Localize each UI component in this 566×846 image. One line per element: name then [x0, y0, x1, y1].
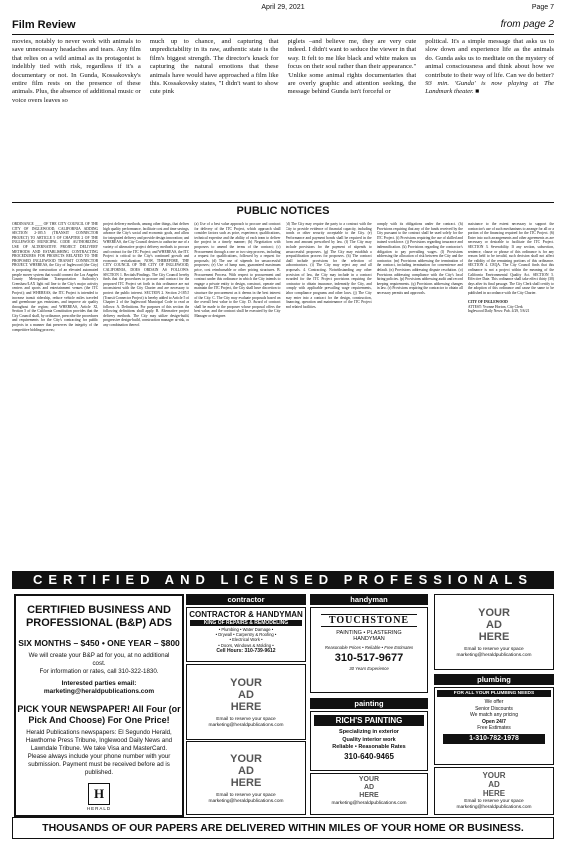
category-plumbing: plumbing	[434, 674, 554, 685]
your-ad-box-3	[186, 741, 306, 815]
your-ad-line1: YOUR	[230, 753, 262, 765]
legal-column-1: ORDINANCE ____ OF THE CITY COUNCIL OF THE CITY OF INGLEWOOD, CALIFORNIA ADDING SECTION 2-185.5 (TRANSIT CONNECTOR PROJECT) TO ARTICLE 5 OF CHAPTER 2 OF THE INGLEWOOD MUNICIPAL CODE AUTHORIZING USE OF ALTERNATIVE PROJECT DELIVERY METHODS AND ESTABLISHING CONTRACTING PROCEDURES FOR PROJECTS RELATED TO THE PROPOSED INGLEWOOD TRANSIT CONNECTOR PROJECT. WHEREAS, the City of Inglewood (the City) is proposing the construction of an elevated automated people mover system that would connect the Los Angeles County Metropolitan Transportation Authority's Crenshaw/LAX light rail line to the City's major activity centers and sports and entertainment venues (the ITC Project); and WHEREAS, the ITC Project is intended to increase transit ridership, reduce vehicle miles traveled and greenhouse gas emissions, and improve air quality throughout the region; and WHEREAS, Article XI, Section 5 of the California Constitution provides that the City Council shall, by ordinance, prescribe the procedures and requirements for the City's contracting for public projects in a manner that preserves the integrity of the competitive bidding process;	[12, 222, 99, 332]
your-ad-email-line1: Email to reserve your space	[464, 799, 524, 804]
review-column-1: movies, notably to never work with animals to save unnecessary headaches and tears. Any film that relies on a wild animal as its protagonist is indelibly tied with risk, regardless if it's a documentary or not. In Gunda, Kossakovsky's entire film rests on the presence of these animals. Plus, the absence of additional music or voice overs leaves so	[12, 38, 141, 104]
your-ad-line3: HERE	[482, 789, 506, 798]
certified-ad-email[interactable]: marketing@heraldpublications.com	[43, 688, 155, 695]
touchstone-name: TOUCHSTONE	[321, 614, 417, 627]
classifieds-banner: CERTIFIED AND LICENSED PROFESSIONALS	[12, 571, 554, 589]
your-ad-line1: YOUR	[358, 776, 380, 783]
your-ad-box-1	[434, 594, 554, 670]
review-column-3: piglets –and believe me, they are very cute indeed. I didn't want to seduce the viewer in that way. It felt to me like black and white makes us focus on their soul rather than their appearance." 'Unlike some animal rights documentaries that are overly graphic and attention seeking, the message behind Gunda isn't forceful or	[287, 38, 417, 96]
richs-line3: Reliable • Reasonable Rates	[332, 744, 406, 750]
legal-column-5: comply with its obligations under the contract. (h) Provisions requiring that any of the funds received by the City pursuant to the contract shall be used solely for the ITC Project. (i) Provisions requiring the use of skilled and trained workforce. (j) Provisions regarding insurance and indemnification. (k) Provisions regarding the contractor's obligation to pay prevailing wages. (l) Provisions addressing the allocation of risk between the City and the contractor. (m) Provisions addressing the termination of the contract, including termination for convenience and default. (n) Provisions addressing dispute resolution. (o) Provisions addressing compliance with the City's local hiring policies. (p) Provisions addressing audit and record keeping requirements. (q) Provisions addressing changes in law. (r) Provisions requiring the contractor to obtain all necessary permits and approvals.	[376, 222, 463, 295]
your-ad-line1: YOUR	[482, 771, 506, 780]
legal-column-6	[468, 222, 554, 562]
plumbing-head: FOR ALL YOUR PLUMBING NEEDS	[437, 690, 551, 697]
herald-logo-icon: H	[88, 783, 110, 805]
category-handyman: handyman	[310, 594, 428, 605]
plumbing-line1: We offer	[484, 699, 504, 705]
plumbing-line2: Senior Discounts	[475, 705, 513, 712]
plumbing-ad	[434, 687, 554, 765]
plumbing-line4: Open 24/7	[482, 718, 506, 725]
delivery-footer: THOUSANDS OF OUR PAPERS ARE DELIVERED WITHIN MILES OF YOUR HOME OR BUSINESS.	[12, 817, 554, 839]
certified-ad-line1: We will create your B&P ad for you, at no additional cost.	[28, 652, 170, 667]
contractor-ad-line2: • Drywall • Carpentry & Roofing •	[215, 632, 277, 638]
richs-painting-ad	[310, 711, 428, 771]
your-ad-line2: AD	[238, 765, 254, 777]
your-ad-email-line1: Email to reserve your space	[216, 717, 276, 722]
touchstone-services: PAINTING • PLASTERING	[336, 630, 402, 636]
touchstone-handyman: HANDYMAN	[353, 636, 385, 642]
legal-column-4: (d) The City may require the party to a contract with the City to provide evidence of financial capacity, including bonds or other security acceptable to the City. (e) Performance and payment bonds shall be required in the form and amount prescribed by law. (f) The City may include provisions for the payment of stipends to unsuccessful proposers. (g) The City may establish a prequalification process for proposers. (h) The contract shall include provisions for the selection of subcontractors. (i) The City may reject any and all proposals. 4. Contracting. Notwithstanding any other provision of law, the City may include in a contract awarded for the ITC Project provisions requiring the contractor to obtain insurance, indemnify the City, and comply with applicable prevailing wage requirements, labor compliance programs and other laws. (j) The City may enter into a contract for the design, construction, financing, operation and maintenance of the ITC Project and related facilities.	[285, 222, 372, 309]
legal-column-3: (a) Use of a best value approach to procure and contract for delivery of the ITC Project, which approach shall consider factors such as price, experience, qualifications, technical expertise and the ability of each team to deliver the project in a timely manner; (b) Negotiation with proposers to amend the terms of the contract; (c) Procurement through a one or two step process, including a request for qualifications, followed by a request for proposals; (d) The use of stipends for unsuccessful proposers; (e) Use of lump sum, guaranteed maximum price, cost reimbursable or other pricing structures. B. Procurement Process. With respect to procurement and contract under this ordinance in which the City intends to engage a private entity to design, construct, operate and maintain the ITC Project, the City shall have discretion to structure the procurement as it deems in the best interest of the City. C. The City may evaluate proposals based on the overall best value to the City. D. Award of contract shall be made to the proposer whose proposal offers the best value, and the contract shall be executed by the City Manager or designee.	[194, 222, 281, 318]
your-ad-line1: YOUR	[230, 677, 262, 689]
notice-attest: ATTEST: Yvonne Horton, City Clerk	[467, 304, 523, 309]
herald-logo-text: HERALD	[86, 806, 112, 811]
review-showtime: 93 min. 'Gunda' is now playing at The Landmark theater. ■	[425, 80, 554, 96]
section-title: Film Review	[12, 19, 76, 31]
your-ad-box-4	[434, 767, 554, 815]
your-ad-line2: AD	[488, 780, 500, 789]
film-review-body	[12, 38, 554, 188]
page-header	[12, 4, 554, 18]
your-ad-email-line2[interactable]: marketing@heraldpublications.com	[456, 804, 532, 810]
your-ad-line3: HERE	[230, 701, 262, 713]
your-ad-box-5	[310, 773, 428, 815]
contractor-ad	[186, 607, 306, 662]
your-ad-box-2	[186, 664, 306, 740]
richs-line1: Specializing in exterior	[339, 729, 399, 735]
certified-ad-title: CERTIFIED BUSINESS AND PROFESSIONAL (B&P) ADS	[25, 604, 173, 629]
pick-newspaper-title: PICK YOUR NEWSPAPER! All Four (or Pick And Choose) For One Price!	[17, 704, 181, 725]
your-ad-email-line2[interactable]: marketing@heraldpublications.com	[208, 799, 284, 805]
your-ad-line1: YOUR	[478, 607, 510, 619]
richs-phone: 310-640-9465	[344, 751, 394, 761]
contractor-ad-line1: • Plumbing • Water Damage •	[218, 627, 274, 632]
film-review-bar	[12, 18, 554, 35]
continued-from: from page 2	[500, 19, 554, 30]
your-ad-line3: HERE	[230, 777, 262, 789]
your-ad-line2: AD	[486, 619, 502, 631]
legal-column-2: project delivery methods, among other things, that deliver high quality performance, facilitate cost and time savings, advance the City's social and economic goals, and allow for integrated delivery and provide design innovation; and WHEREAS, the City Council desires to authorize use of a variety of alternative project delivery methods to procure and contract for the ITC Project; and WHEREAS, the ITC Project is critical to the City's continued growth and economic revitalization; NOW, THEREFORE, THE CITY COUNCIL OF THE CITY OF INGLEWOOD, CALIFORNIA, DOES ORDAIN AS FOLLOWS: SECTION 1. Recitals/Findings. The City Council hereby finds that the procedures to procure and contract for the proposed ITC Project set forth in this ordinance are not inconsistent with the City Charter and are necessary to protect the public interest. SECTION 2. Section 2-185.5 (Transit Connector Project) is hereby added to Article 5 of Chapter 2 of the Inglewood Municipal Code to read as follows: A. Definitions. For purposes of this section the following definitions shall apply. B. Alternative project delivery methods. The City may utilize design-build, progressive design-build, construction manager at-risk, or any combination thereof.	[103, 222, 190, 328]
your-ad-email-line1: Email to reserve your space	[464, 647, 524, 652]
plumbing-line3: We match any pricing	[470, 712, 518, 718]
contractor-ad-sub: KING OF REPAIRS & REMODELING	[190, 620, 302, 626]
category-painting: painting	[310, 698, 428, 709]
your-ad-email-line2[interactable]: marketing@heraldpublications.com	[331, 801, 407, 806]
touchstone-tag: Reasonable Prices • Reliable • Free Estimates	[324, 645, 414, 650]
your-ad-line2: AD	[363, 784, 375, 791]
legal-notice	[12, 222, 554, 562]
your-ad-line3: HERE	[478, 631, 510, 643]
your-ad-line2: AD	[238, 689, 254, 701]
notice-publication: Inglewood Daily News: Pub. 4/29, 5/6/21	[467, 309, 530, 314]
touchstone-foot: 30 Years Experience	[349, 666, 389, 671]
your-ad-email-line2[interactable]: marketing@heraldpublications.com	[456, 653, 532, 659]
contractor-ad-phone: Cell Hours: 310-739-9612	[216, 647, 276, 654]
your-ad-email-line2[interactable]: marketing@heraldpublications.com	[208, 723, 284, 729]
richs-line2: Quality interior work	[342, 736, 396, 743]
legal-column-6-text: assistance to the extent necessary to support the contractor's use of such mechanisms to arrange for all or a portion of the financing required for the ITC Project. (6) Enter into such arrangements and other agreements as are necessary or desirable to facilitate the ITC Project. SECTION 3. Severability. If any section, subsection, sentence, clause or phrase of this ordinance is for any reason held to be invalid, such decision shall not affect the validity of the remaining portions of this ordinance. SECTION 4. CEQA. The City Council finds that this ordinance is not a project within the meaning of the California Environmental Quality Act. SECTION 5. Effective Date. This ordinance shall take effect thirty (30) days after its final passage. The City Clerk shall certify to the adoption of this ordinance and cause the same to be published in accordance with the City Charter.	[467, 222, 555, 295]
public-notices-title: PUBLIC NOTICES	[12, 202, 554, 219]
richs-name: RICH'S PAINTING	[314, 715, 424, 726]
contractor-ad-line3: • Electrical Work •	[229, 637, 263, 643]
notice-city: CITY OF INGLEWOOD	[467, 300, 508, 305]
page-number: Page 7	[531, 4, 554, 11]
plumbing-line5: Free Estimates	[477, 725, 511, 731]
certified-ads-box	[14, 594, 184, 817]
plumbing-phone: 1-310-782-1978	[443, 734, 545, 744]
your-ad-line3: HERE	[359, 792, 379, 799]
certified-ad-line2: For information or rates, call 310-322-1830.	[39, 668, 159, 675]
pick-newspaper-text: Herald Publications newspapers: El Segundo Herald, Hawthorne Press Tribune, Inglewood Daily News and Lawndale Tribune. We take Visa and MasterCard. Please always include your phone number with your submission. Payment must be received before ad is published.	[25, 729, 173, 776]
review-column-4	[425, 38, 554, 188]
review-column-4-text: political. It's a simple message that asks us to slow down and experience life as the animals do. Gunda asks us to meditate on the mystery of animal consciousness and think about how we contribute to their way of life. Can we do better?	[425, 38, 554, 79]
certified-ad-line3: Interested parties email:	[61, 680, 137, 687]
contractor-ad-title: CONTRACTOR & HANDYMAN	[189, 610, 303, 619]
certified-ad-price: SIX MONTHS – $450 • ONE YEAR – $800	[18, 638, 180, 648]
your-ad-email-line1: Email to reserve your space	[216, 793, 276, 798]
touchstone-ad	[310, 607, 428, 693]
issue-date: April 29, 2021	[261, 4, 305, 11]
touchstone-phone: 310-517-9677	[334, 652, 404, 664]
review-column-2: much up to chance, and capturing that unpredictability in its raw, authentic state is the film's biggest strength. The director's knack for capturing the natural emotions that these animals have would have approached a film like this. Kossakovsky states, "I didn't want to show cute pink	[149, 38, 279, 96]
category-contractor: contractor	[186, 594, 306, 605]
contractor-ad-line4: • Doors, Windows & Molding •	[218, 642, 274, 648]
